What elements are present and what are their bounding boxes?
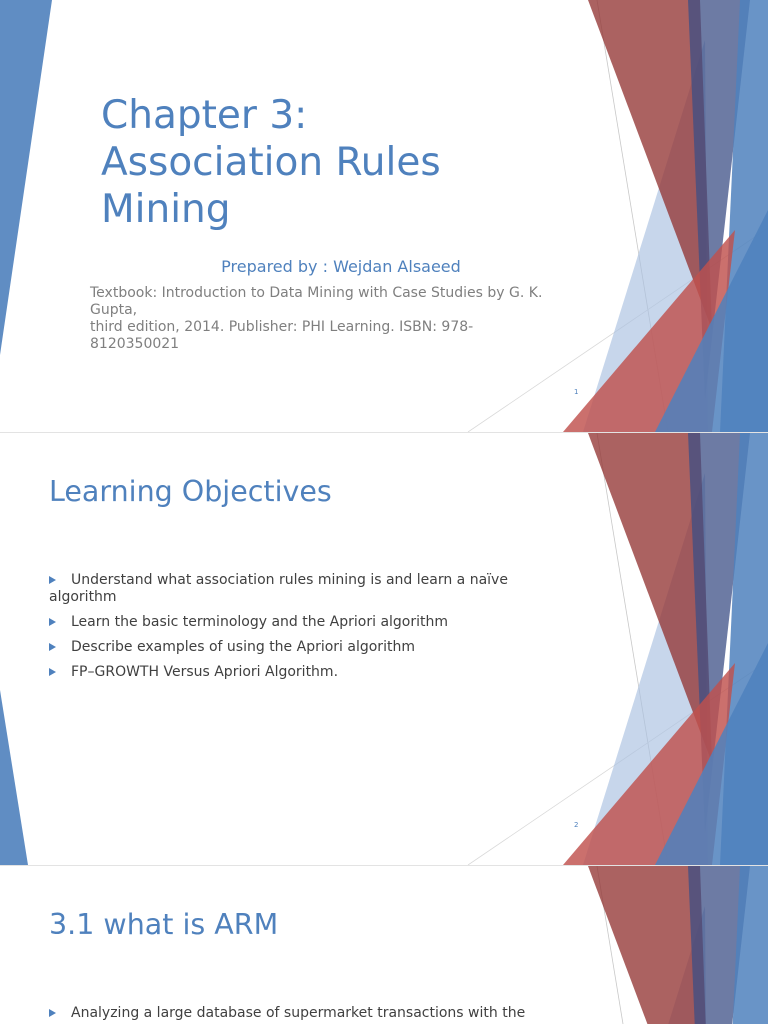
bullet-arrow-icon xyxy=(49,643,56,651)
bullet-text: Understand what association rules mining is and learn a naïve algorithm xyxy=(49,572,508,605)
reference-line: Gupta, xyxy=(90,302,138,318)
reference-line: Textbook: Introduction to Data Mining with Case Studies by G. K. xyxy=(90,285,543,301)
bullet-text: Learn the basic terminology and the Apriori algorithm xyxy=(71,614,449,630)
objectives-list xyxy=(49,572,549,689)
decor-red-stripe xyxy=(588,866,706,1024)
slide-2 xyxy=(0,433,768,865)
reference-line: 8120350021 xyxy=(90,336,180,352)
list-item xyxy=(49,1005,549,1022)
bullet-arrow-icon xyxy=(49,1009,56,1017)
bullet-arrow-icon xyxy=(49,668,56,676)
decor-left-blue-wedge xyxy=(0,690,28,865)
slide-decoration xyxy=(0,866,768,1024)
slide-number: 2 xyxy=(574,821,579,829)
textbook-reference xyxy=(90,285,542,353)
slide-title: Chapter 3: Association Rules Mining xyxy=(101,93,441,232)
bullet-text: Analyzing a large database of supermarket transactions with the xyxy=(71,1005,526,1021)
slide-title: 3.1 what is ARM xyxy=(49,908,279,941)
bullet-arrow-icon xyxy=(49,618,56,626)
list-item xyxy=(49,664,549,681)
bullet-arrow-icon xyxy=(49,576,56,584)
list-item xyxy=(49,572,549,606)
content-list xyxy=(49,1005,549,1024)
slide-number: 1 xyxy=(574,388,579,396)
list-item xyxy=(49,614,549,631)
reference-line: third edition, 2014. Publisher: PHI Learning. ISBN: 978- xyxy=(90,319,474,335)
slide-title: Learning Objectives xyxy=(49,475,332,508)
slide-1 xyxy=(0,0,768,432)
bullet-text: FP–GROWTH Versus Apriori Algorithm. xyxy=(71,664,339,680)
author-line: Prepared by : Wejdan Alsaeed xyxy=(221,257,461,276)
list-item xyxy=(49,639,549,656)
slide-3 xyxy=(0,866,768,1024)
bullet-text: Describe examples of using the Apriori algorithm xyxy=(71,639,415,655)
decor-left-blue-wedge xyxy=(0,0,52,355)
